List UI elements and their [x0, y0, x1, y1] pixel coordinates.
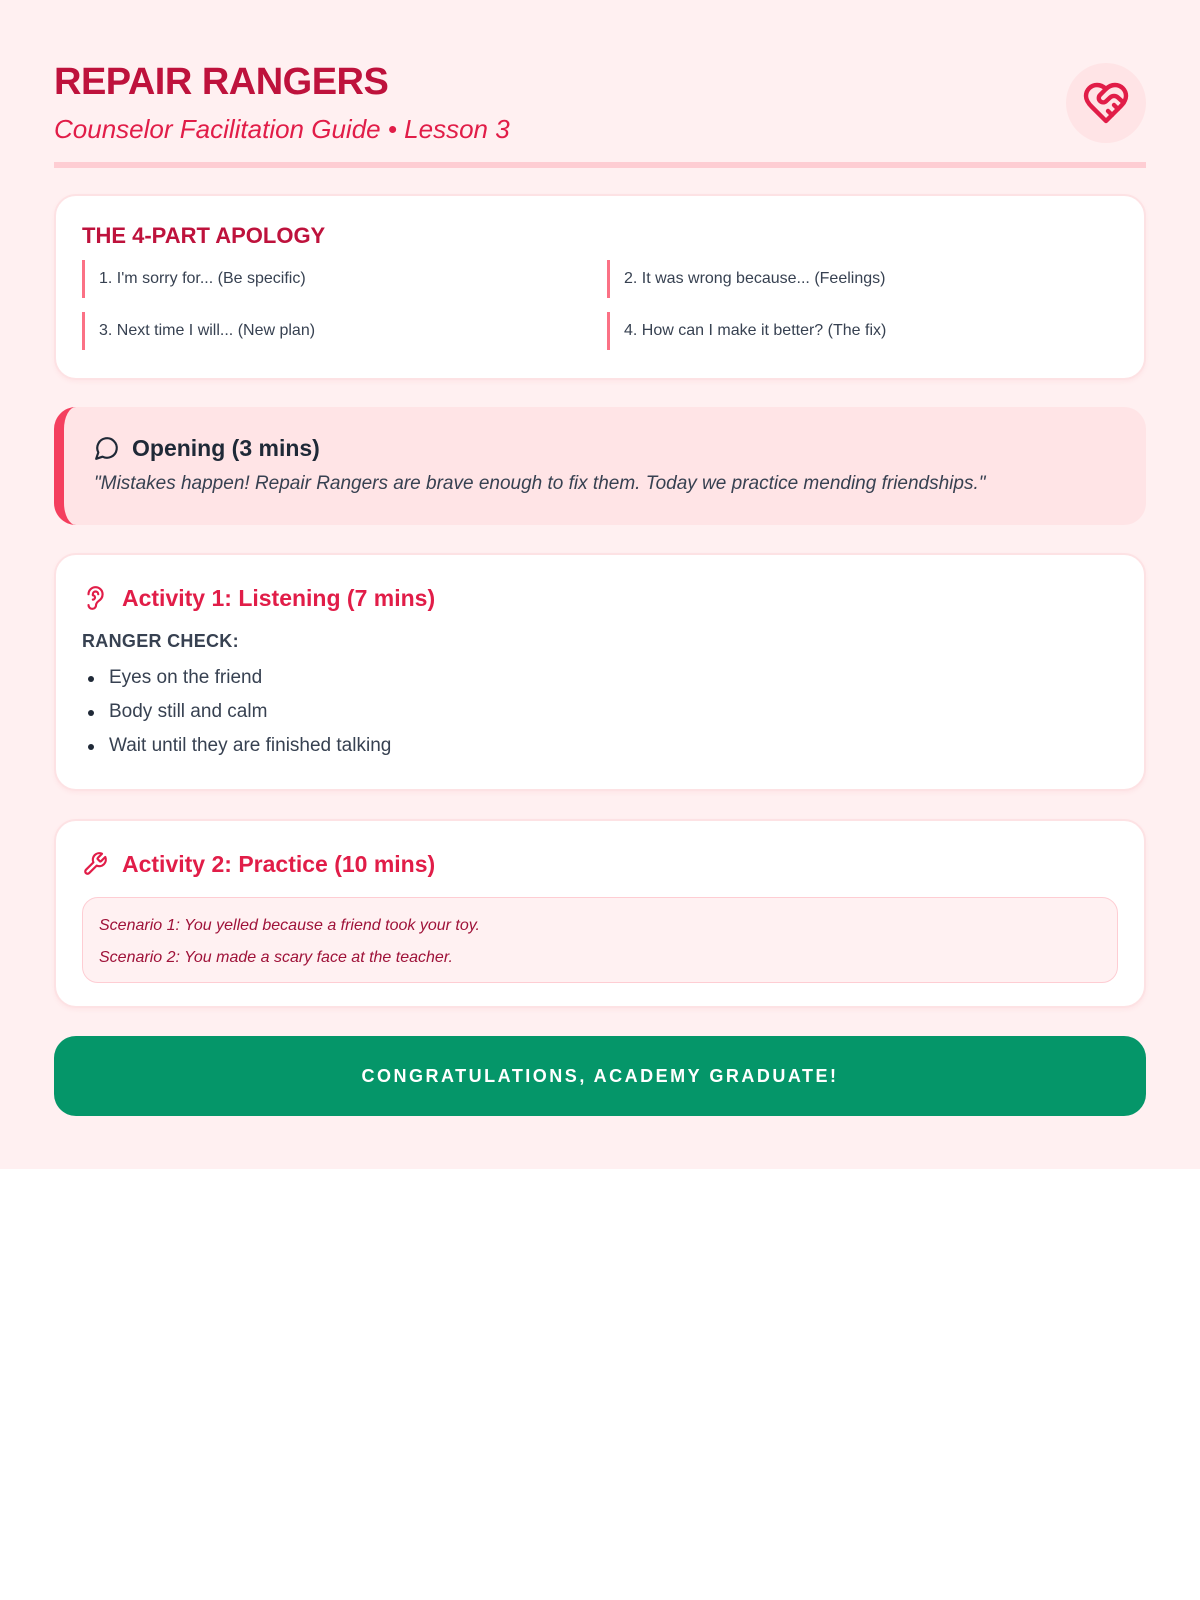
activity-1-title: Activity 1: Listening (7 mins) — [122, 585, 436, 611]
list-item: Eyes on the friend — [82, 661, 1118, 695]
page-header — [54, 58, 1146, 168]
activity-2-title: Activity 2: Practice (10 mins) — [122, 851, 436, 877]
apology-step: 4. How can I make it better? (The fix) — [607, 312, 1107, 350]
scenario-text: Scenario 2: You made a scary face at the teacher. — [99, 949, 453, 966]
apology-heading: THE 4-PART APOLOGY — [82, 223, 326, 248]
speech-bubble-icon — [94, 435, 120, 461]
opening-title: Opening (3 mins) — [132, 435, 320, 461]
apology-step: 3. Next time I will... (New plan) — [82, 312, 607, 350]
activity-2-header — [82, 849, 1118, 879]
ranger-check-list — [82, 661, 1118, 763]
heart-handshake-icon — [1082, 79, 1130, 127]
wrench-icon — [82, 851, 108, 877]
apology-step: 2. It was wrong because... (Feelings) — [607, 260, 1107, 298]
page-subtitle: Counselor Facilitation Guide • Lesson 3 — [54, 114, 510, 144]
page-title: REPAIR RANGERS — [54, 61, 389, 103]
ear-icon — [82, 585, 108, 611]
activity-2-card — [54, 819, 1146, 1008]
scenario-text: Scenario 1: You yelled because a friend took your toy. — [99, 917, 480, 934]
graduation-banner — [54, 1036, 1146, 1116]
opening-callout — [54, 407, 1146, 525]
activity-1-header — [82, 583, 1118, 613]
list-item: Body still and calm — [82, 695, 1118, 729]
apology-steps — [82, 260, 1118, 350]
apology-step: 1. I'm sorry for... (Be specific) — [82, 260, 607, 298]
banner-text: CONGRATULATIONS, ACADEMY GRADUATE! — [361, 1066, 839, 1086]
scenario-box — [82, 897, 1118, 983]
opening-quote: "Mistakes happen! Repair Rangers are brave enough to fix them. Today we practice mending friendships." — [94, 473, 986, 494]
apology-card — [54, 194, 1146, 380]
logo-badge — [1066, 63, 1146, 143]
list-item: Wait until they are finished talking — [82, 729, 1118, 763]
ranger-check-label: RANGER CHECK: — [82, 631, 239, 651]
opening-header — [94, 433, 1116, 463]
activity-1-card — [54, 553, 1146, 791]
